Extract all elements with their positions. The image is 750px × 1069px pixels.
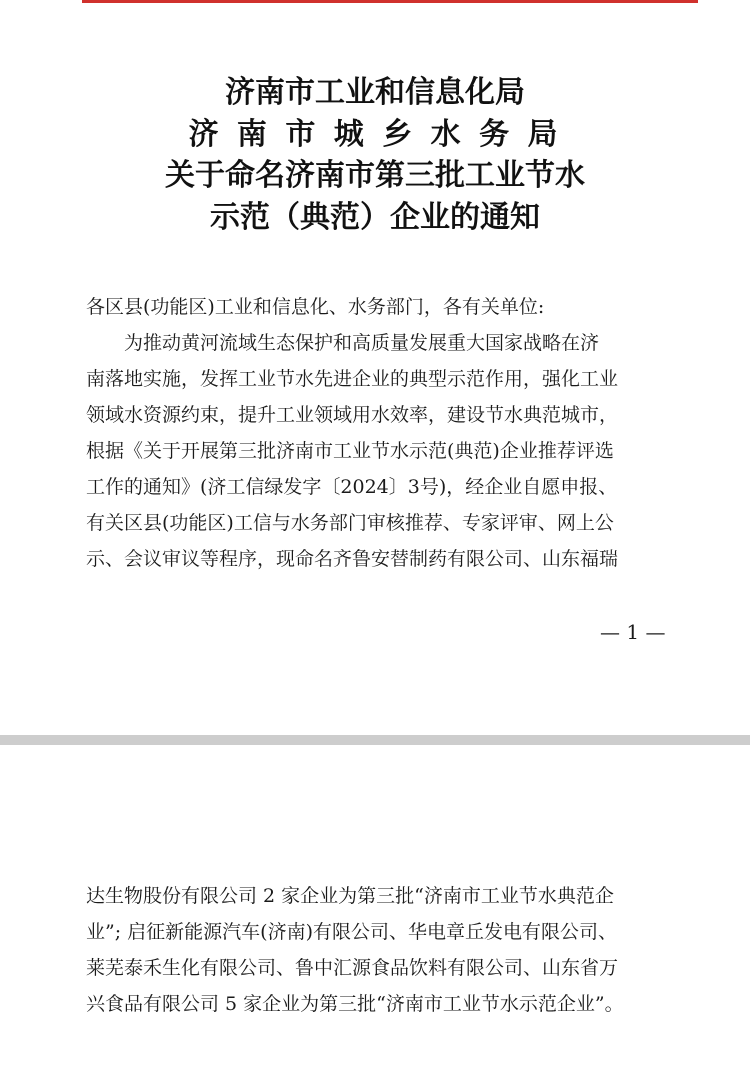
paragraph-line: 领域水资源约束，提升工业领域用水效率，建设节水典范城市， [86,404,619,426]
title-line-subject-1: 关于命名济南市第三批工业节水 [165,158,585,193]
paragraph-line: 业”; 启征新能源汽车(济南)有限公司、华电章丘发电有限公司、 [86,921,617,943]
paragraph-line: 莱芜泰禾生化有限公司、鲁中汇源食品饮料有限公司、山东省万 [86,957,619,979]
paragraph-line: 为推动黄河流域生态保护和高质量发展重大国家战略在济 [124,332,600,354]
document-title [0,72,750,238]
addressee [86,289,706,325]
paragraph-line: 兴食品有限公司 5 家企业为第三批“济南市工业节水示范企业”。 [86,993,624,1015]
body-paragraph-1 [86,325,706,577]
paragraph-line: 工作的通知》(济工信绿发字〔2024〕3号)，经企业自愿申报、 [86,476,618,498]
paragraph-line: 达生物股份有限公司 2 家企业为第三批“济南市工业节水典范企 [86,885,614,907]
page-separator [0,735,750,745]
page-number: — 1 — [600,620,666,644]
body-paragraph-continued [86,878,706,1022]
addressee-line: 各区县(功能区)工业和信息化、水务部门，各有关单位: [86,296,545,318]
paragraph-line: 南落地实施，发挥工业节水先进企业的典型示范作用，强化工业 [86,368,619,390]
paragraph-line: 根据《关于开展第三批济南市工业节水示范(典范)企业推荐评选 [86,440,614,462]
paragraph-line: 示、会议审议等程序，现命名齐鲁安替制药有限公司、山东福瑞 [86,548,619,570]
title-line-issuer-1: 济南市工业和信息化局 [225,75,525,110]
red-header-rule [82,0,698,3]
title-line-issuer-2: 济 南 市 城 乡 水 务 局 [188,116,562,152]
paragraph-line: 有关区县(功能区)工信与水务部门审核推荐、专家评审、网上公 [86,512,614,534]
title-line-subject-2: 示范（典范）企业的通知 [210,199,540,235]
